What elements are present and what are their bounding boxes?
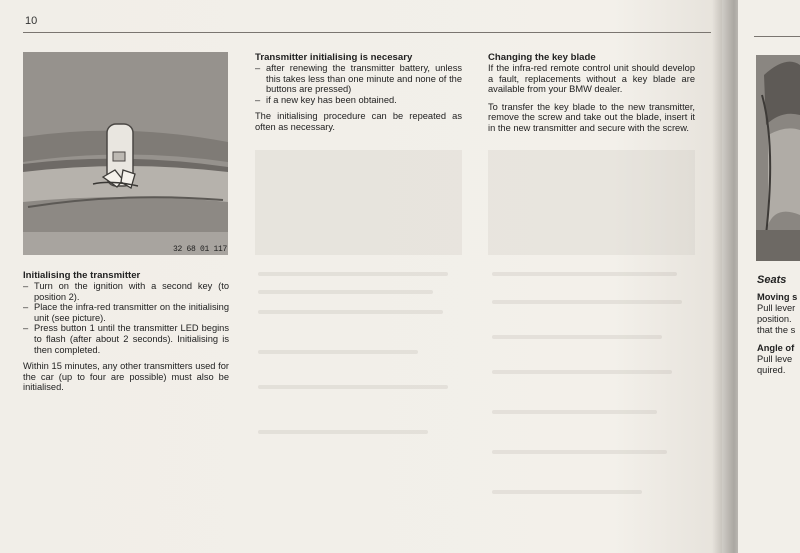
paragraph: To transfer the key blade to the new transmitter, remove the screw and take out the blade, insert it in the new transmitter and secure with the screw. <box>488 101 695 133</box>
bleed-through-line <box>258 350 418 354</box>
condition-item: – after renewing the transmitter battery, unless this takes less than one minute and none of the buttons are pressed) <box>255 63 462 95</box>
step-item: – Place the infra-red transmitter on the initialising unit (see picture). <box>23 302 229 323</box>
seat-photo <box>756 55 800 261</box>
bleed-through-area <box>255 150 462 255</box>
bleed-through-line <box>492 300 682 304</box>
paragraph: Within 15 minutes, any other transmitters used for the car (up to four are possible) must also be initialised. <box>23 361 229 393</box>
seat-illustration <box>756 55 800 261</box>
step-list <box>23 281 229 355</box>
figure-caption: 32 68 01 117 <box>173 245 228 254</box>
bleed-through-line <box>492 450 667 454</box>
step-item: – Turn on the ignition with a second key (to position 2). <box>23 281 229 302</box>
right-page-line: position. <box>757 314 792 324</box>
photo-illustration <box>23 52 228 255</box>
right-page-line: Pull lever <box>757 303 796 313</box>
section-heading: Transmitter initialising is necesary <box>255 52 413 63</box>
bleed-through-line <box>258 272 448 276</box>
right-page-line: quired. <box>757 365 786 375</box>
header-rule <box>23 32 711 33</box>
section-heading: Initialising the transmitter <box>23 270 141 281</box>
key-blade-section <box>488 52 695 141</box>
right-header-rule <box>754 36 800 37</box>
bleed-through-line <box>258 310 443 314</box>
bleed-through-line <box>492 490 642 494</box>
paragraph: The initialising procedure can be repeated as often as necessary. <box>255 111 462 132</box>
bleed-through-area <box>488 150 695 255</box>
bleed-through-line <box>258 385 448 389</box>
right-page-heading: Angle of <box>757 343 795 353</box>
right-page-line: Pull leve <box>757 354 793 364</box>
bleed-through-line <box>492 370 672 374</box>
condition-item: – if a new key has been obtained. <box>255 95 462 106</box>
bleed-through-line <box>492 410 657 414</box>
page-number: 10 <box>25 15 38 27</box>
initialising-section <box>23 270 229 400</box>
paragraph: If the infra-red remote control unit should develop a fault, replacements without a key blade are available from your BMW dealer. <box>488 63 695 95</box>
right-page-heading: Moving s <box>757 292 798 302</box>
initialising-necessary-section <box>255 52 462 140</box>
bleed-through-line <box>492 272 677 276</box>
right-page-line: that the s <box>757 325 796 335</box>
transmitter-initialising-photo <box>23 52 228 255</box>
condition-list <box>255 63 462 105</box>
step-item: – Press button 1 until the transmitter LED begins to flash (after about 2 seconds). Initialising is then completed. <box>23 323 229 355</box>
bleed-through-line <box>492 335 662 339</box>
right-page-section-title: Seats <box>757 274 787 286</box>
bleed-through-line <box>258 290 433 294</box>
section-heading: Changing the key blade <box>488 52 596 63</box>
bleed-through-line <box>258 430 428 434</box>
